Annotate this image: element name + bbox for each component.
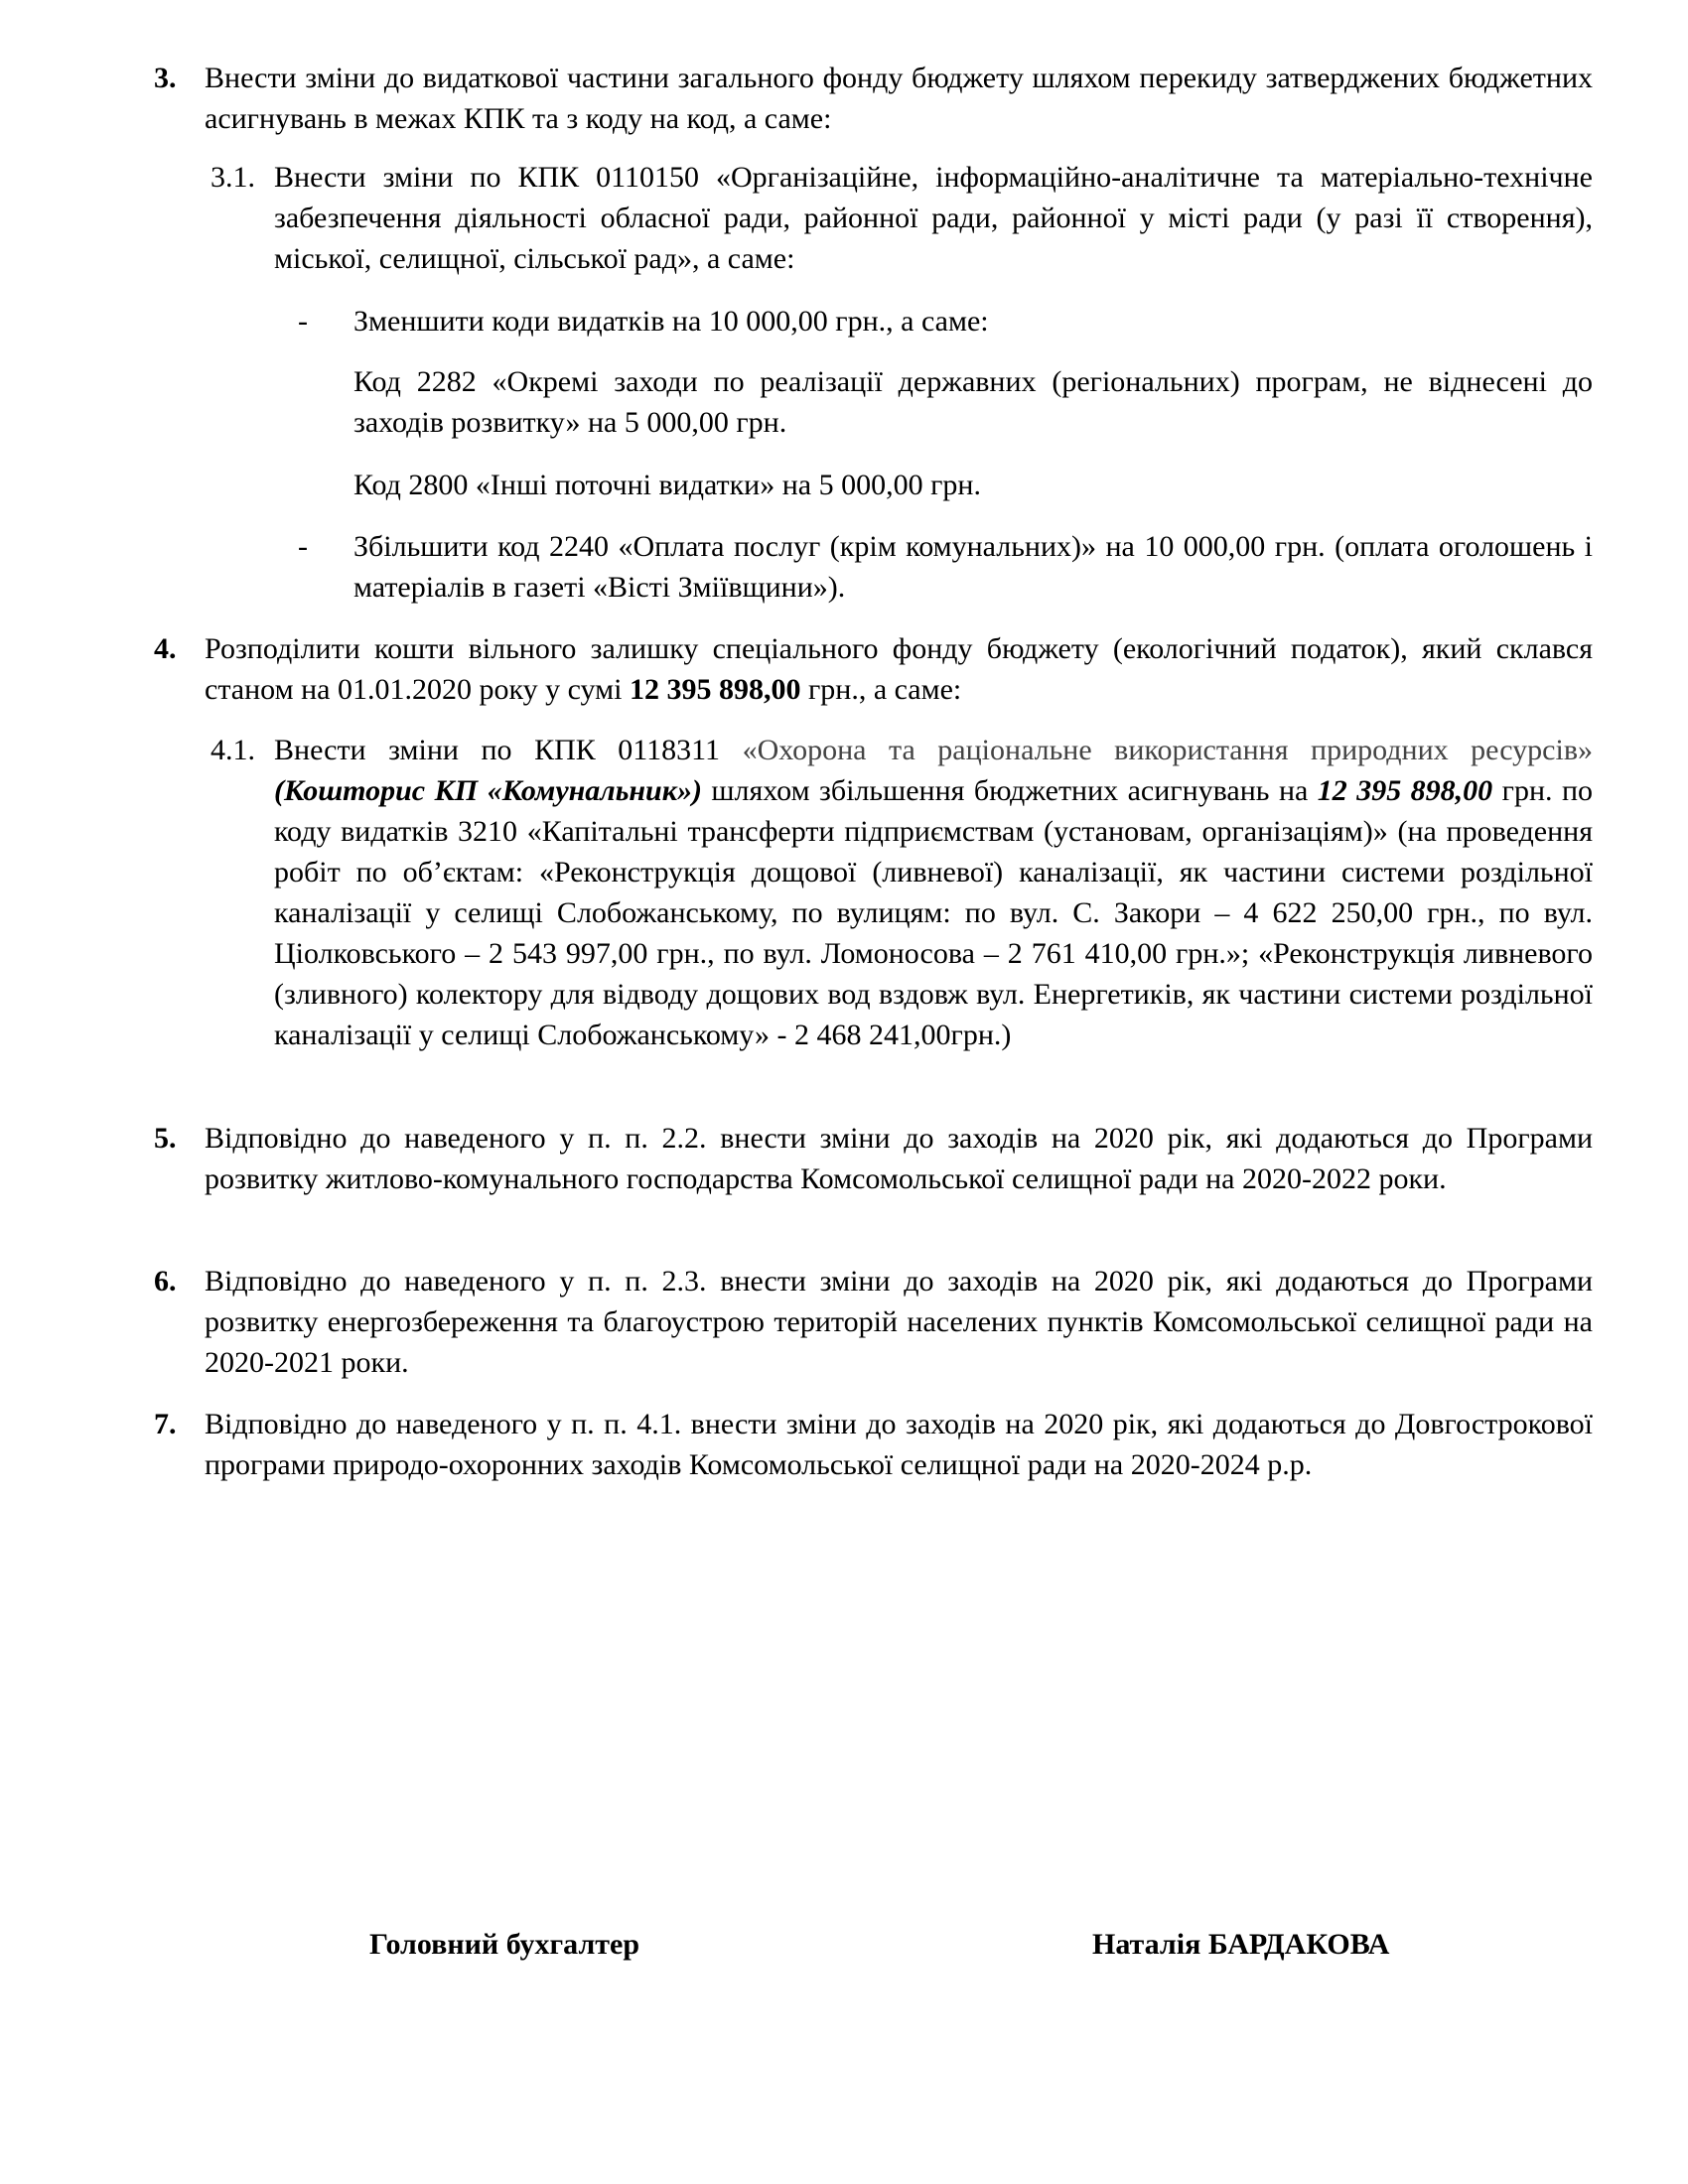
bullet-increase (298, 526, 1593, 608)
subitem-3-1 (211, 157, 1593, 279)
bullet-dash: - (298, 530, 308, 563)
item-number: 4. (154, 632, 177, 665)
kpk-title: «Охорона та раціональне використання природних ресурсів» (742, 734, 1593, 766)
item-text: Відповідно до наведеного у п. п. 4.1. внести зміни до заходів на 2020 рік, які додаються до Довгострокової програми природо-охоронних заходів Комсомольської селищної ради на 2020-2024 р.р. (205, 1408, 1593, 1481)
amount-bold-italic: 12 395 898,00 (1317, 774, 1493, 807)
item-number: 6. (154, 1265, 177, 1297)
item-text: Відповідно до наведеного у п. п. 2.2. внести зміни до заходів на 2020 рік, які додаються до Програми розвитку житлово-комунального господарства Комсомольської селищної ради на 2020-2022 роки. (205, 1122, 1593, 1195)
subitem-4-1 (211, 730, 1593, 1055)
list-item-4 (154, 628, 1593, 710)
amount-bold: 12 395 898,00 (629, 673, 801, 706)
list-item-6 (154, 1261, 1593, 1383)
item-text: Розподілити кошти вільного залишку спеціального фонду бюджету (екологічний податок), який склався станом на 01.01.2020 року у сумі 12 395 898,00 грн., а саме: (205, 632, 1593, 706)
item-number: 3. (154, 62, 177, 94)
list-item-7 (154, 1404, 1593, 1485)
bullet-decrease (298, 301, 1593, 341)
list-item-5 (154, 1118, 1593, 1199)
subitem-number: 4.1. (211, 734, 255, 766)
code-2282-paragraph: Код 2282 «Окремі заходи по реалізації державних (регіональних) програм, не віднесені до заходів розвитку» на 5 000,00 грн. (353, 365, 1593, 439)
code-2800-paragraph: Код 2800 «Інші поточні видатки» на 5 000,00 грн. (353, 469, 981, 501)
signature-position: Головний бухгалтер (369, 1928, 640, 1961)
item-number: 5. (154, 1122, 177, 1155)
item-number: 7. (154, 1408, 177, 1440)
estimate-label: (Кошторис КП «Комунальник») (274, 774, 702, 807)
list-item-3 (154, 58, 1593, 139)
bullet-text: Зменшити коди видатків на 10 000,00 грн., а саме: (353, 305, 989, 338)
subitem-number: 3.1. (211, 161, 255, 194)
item-text: Відповідно до наведеного у п. п. 2.3. внести зміни до заходів на 2020 рік, які додаються до Програми розвитку енергозбереження та благоустрою територій населених пунктів Комсомольської селищної ради на 2020-2021 роки. (205, 1265, 1593, 1379)
subitem-text: Внести зміни по КПК 0110150 «Організаційне, інформаційно-аналітичне та матеріально-технічне забезпечення діяльності обласної ради, районної ради, районної у місті ради (у разі її створення), міської, селищної, сільської рад», а саме: (274, 161, 1593, 275)
signature-name: Наталія БАРДАКОВА (1092, 1928, 1390, 1961)
bullet-text: Збільшити код 2240 «Оплата послуг (крім комунальних)» на 10 000,00 грн. (оплата оголошень і матеріалів в газеті «Вісті Зміївщини»). (353, 530, 1593, 604)
subitem-text: Внести зміни по КПК 0118311 «Охорона та раціональне використання природних ресурсів» (Кошторис КП «Комунальник») шляхом збільшення бюджетних асигнувань на 12 395 898,00 грн. по коду видатків 3210 «Капітальні трансферти підприємствам (установам, організаціям)» (на проведення робіт по об’єктам: «Реконструкція дощової (ливневої) каналізації, як частини системи роздільної каналізації у селищі Слобожанському, по вулицям: по вул. С. Закори – 4 622 250,00 грн., по вул. Ціолковського – 2 543 997,00 грн., по вул. Ломоносова – 2 761 410,00 грн.»; «Реконструкція ливневого (зливного) колектору для відводу дощових вод вздовж вул. Енергетиків, як частини системи роздільної каналізації у селищі Слобожанському» - 2 468 241,00грн.) (274, 734, 1594, 1051)
bullet-dash: - (298, 305, 308, 338)
item-text: Внести зміни до видаткової частини загального фонду бюджету шляхом перекиду затверджених бюджетних асигнувань в межах КПК та з коду на код, а саме: (205, 62, 1593, 135)
